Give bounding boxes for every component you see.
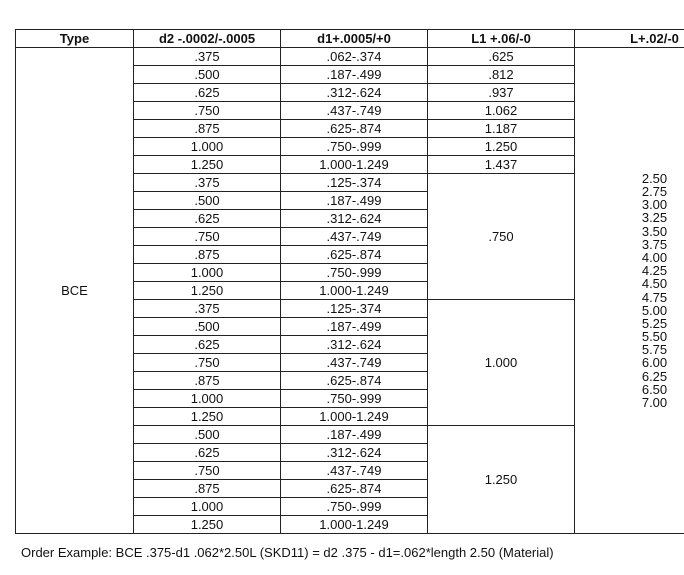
d1-cell: .125-.374 <box>281 174 428 192</box>
d2-cell: .750 <box>134 102 281 120</box>
l-value: 6.50 <box>641 381 668 397</box>
l1-cell: 1.062 <box>428 102 575 120</box>
l-value: 5.50 <box>641 329 668 345</box>
header-l: L+.02/-0 <box>575 30 684 48</box>
l1-cell: .937 <box>428 84 575 102</box>
d2-cell: .500 <box>134 426 281 444</box>
d2-cell: .500 <box>134 318 281 336</box>
l-value: 5.25 <box>641 315 668 331</box>
d1-cell: .625-.874 <box>281 480 428 498</box>
l-value: 6.25 <box>641 368 668 384</box>
d1-cell: .312-.624 <box>281 444 428 462</box>
spec-table <box>15 29 684 534</box>
d1-cell: .625-.874 <box>281 246 428 264</box>
d1-cell: .437-.749 <box>281 354 428 372</box>
d1-cell: .312-.624 <box>281 336 428 354</box>
d2-cell: .750 <box>134 228 281 246</box>
d2-cell: 1.000 <box>134 138 281 156</box>
d1-cell: .125-.374 <box>281 300 428 318</box>
l-value: 6.00 <box>641 355 668 371</box>
d1-cell: 1.000-1.249 <box>281 516 428 534</box>
d2-cell: 1.250 <box>134 516 281 534</box>
l-value: 2.50 <box>641 170 668 186</box>
l-value: 3.50 <box>641 223 668 239</box>
l-value: 4.25 <box>641 263 668 279</box>
l-value: 3.00 <box>641 197 668 213</box>
type-cell: BCE <box>16 48 134 534</box>
l1-cell: .812 <box>428 66 575 84</box>
d2-cell: .500 <box>134 192 281 210</box>
d1-cell: .625-.874 <box>281 120 428 138</box>
d1-cell: .625-.874 <box>281 372 428 390</box>
d1-cell: .437-.749 <box>281 228 428 246</box>
d1-cell: .750-.999 <box>281 390 428 408</box>
d2-cell: .500 <box>134 66 281 84</box>
d2-cell: .375 <box>134 174 281 192</box>
d1-cell: .312-.624 <box>281 84 428 102</box>
d1-cell: .750-.999 <box>281 138 428 156</box>
l-value: 5.00 <box>641 302 668 318</box>
l-value: 5.75 <box>641 342 668 358</box>
d1-cell: 1.000-1.249 <box>281 156 428 174</box>
l-value: 3.75 <box>641 236 668 252</box>
d2-cell: .875 <box>134 120 281 138</box>
l1-cell: 1.187 <box>428 120 575 138</box>
header-d2: d2 -.0002/-.0005 <box>134 30 281 48</box>
d2-cell: 1.250 <box>134 282 281 300</box>
d1-cell: .062-.374 <box>281 48 428 66</box>
order-example-note: Order Example: BCE .375-d1 .062*2.50L (SKD11) = d2 .375 - d1=.062*length 2.50 (Material) <box>21 545 554 560</box>
d1-cell: .187-.499 <box>281 318 428 336</box>
header-l1: L1 +.06/-0 <box>428 30 575 48</box>
header-type: Type <box>16 30 134 48</box>
spec-table-wrapper <box>15 29 684 534</box>
d2-cell: 1.000 <box>134 390 281 408</box>
l1-merged-cell: 1.250 <box>428 426 575 534</box>
d1-cell: .750-.999 <box>281 498 428 516</box>
d2-cell: .750 <box>134 354 281 372</box>
l-value: 4.75 <box>641 289 668 305</box>
d1-cell: 1.000-1.249 <box>281 408 428 426</box>
table-row <box>16 48 684 66</box>
l-value: 3.25 <box>641 210 668 226</box>
l1-cell: .625 <box>428 48 575 66</box>
l1-merged-cell: .750 <box>428 174 575 300</box>
d2-cell: .375 <box>134 300 281 318</box>
l-value: 2.75 <box>641 184 668 199</box>
table-body <box>16 48 684 534</box>
d2-cell: .875 <box>134 480 281 498</box>
l-value: 4.50 <box>641 276 668 292</box>
l1-merged-cell: 1.000 <box>428 300 575 426</box>
d1-cell: .187-.499 <box>281 192 428 210</box>
d2-cell: .625 <box>134 336 281 354</box>
d1-cell: .187-.499 <box>281 426 428 444</box>
d2-cell: .375 <box>134 48 281 66</box>
d1-cell: .437-.749 <box>281 462 428 480</box>
d1-cell: 1.000-1.249 <box>281 282 428 300</box>
d2-cell: 1.000 <box>134 498 281 516</box>
d2-cell: 1.250 <box>134 156 281 174</box>
d2-cell: .750 <box>134 462 281 480</box>
d2-cell: .625 <box>134 444 281 462</box>
l-values-cell <box>575 48 684 534</box>
d1-cell: .312-.624 <box>281 210 428 228</box>
d1-cell: .187-.499 <box>281 66 428 84</box>
d2-cell: .625 <box>134 84 281 102</box>
l-value: 4.00 <box>641 249 668 265</box>
header-d1: d1+.0005/+0 <box>281 30 428 48</box>
header-row <box>16 30 684 48</box>
d2-cell: .875 <box>134 246 281 264</box>
d2-cell: 1.250 <box>134 408 281 426</box>
d1-cell: .750-.999 <box>281 264 428 282</box>
d1-cell: .437-.749 <box>281 102 428 120</box>
d2-cell: .875 <box>134 372 281 390</box>
d2-cell: 1.000 <box>134 264 281 282</box>
l1-cell: 1.250 <box>428 138 575 156</box>
l-value: 7.00 <box>641 395 668 410</box>
d2-cell: .625 <box>134 210 281 228</box>
l1-cell: 1.437 <box>428 156 575 174</box>
